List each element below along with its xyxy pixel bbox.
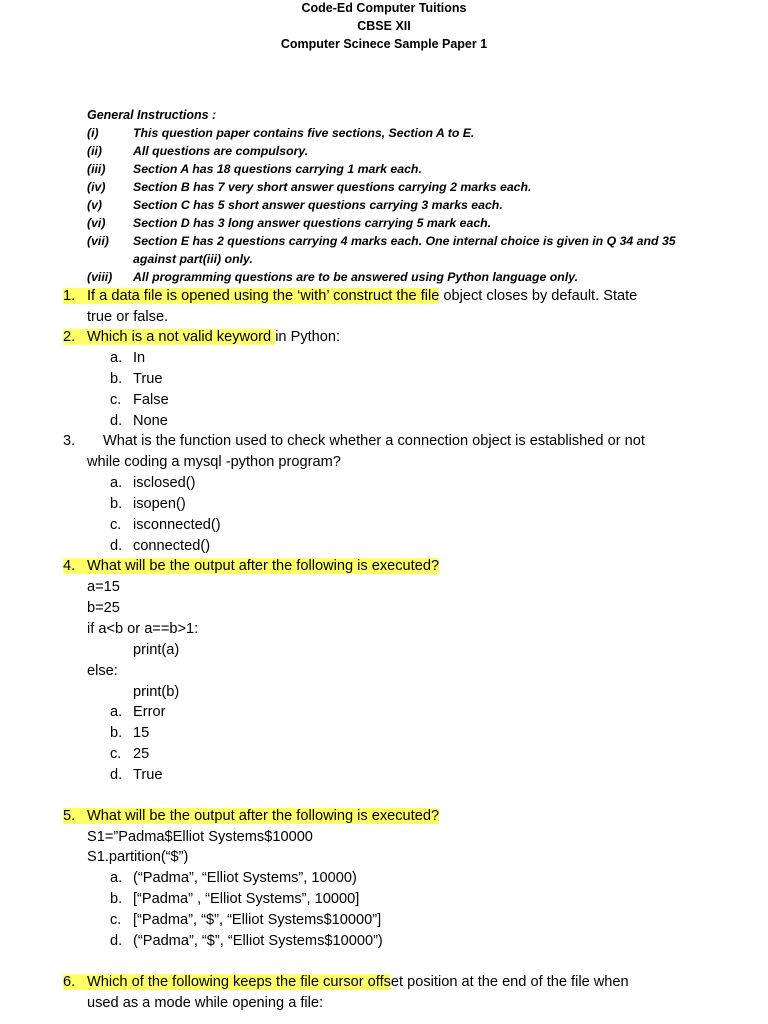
instruction-number: (viii) (87, 270, 113, 284)
option-text: 15 (133, 725, 150, 741)
question-number: 4. (63, 558, 76, 574)
option-d (110, 538, 210, 554)
option-text: [“Padma” , “Elliot Systems”, 10000] (133, 891, 360, 907)
option-d (110, 413, 168, 429)
option-letter: b. (110, 891, 123, 907)
question-highlight (63, 288, 439, 304)
question-4 (63, 558, 439, 574)
option-d (110, 933, 383, 949)
option-text: Error (133, 704, 166, 720)
instruction-number: (ii) (87, 144, 103, 158)
question-text-highlighted: Which is a not valid keyword (87, 329, 276, 345)
code-line: print(a) (133, 642, 180, 658)
option-b (110, 371, 162, 387)
option-c (110, 746, 149, 762)
option-c (110, 392, 169, 408)
instruction-number: (vii) (87, 234, 109, 248)
option-text: True (133, 767, 163, 783)
option-text: (“Padma”, “$”, “Elliot Systems$10000”) (133, 933, 383, 949)
option-text: connected() (133, 538, 211, 554)
question-1 (63, 288, 637, 304)
option-a (110, 870, 357, 886)
question-6-continuation: used as a mode while opening a file: (87, 995, 324, 1011)
instruction-item (87, 180, 531, 194)
option-b (110, 496, 186, 512)
option-text: 25 (133, 746, 150, 762)
instruction-text: Section A has 18 questions carrying 1 mark each. (133, 162, 422, 176)
option-text: True (133, 371, 163, 387)
question-highlight (63, 329, 275, 345)
question-text-highlighted: What will be the output after the following is executed? (87, 808, 440, 824)
instruction-text: This question paper contains five sections, Section A to E. (133, 126, 475, 140)
instruction-item (87, 198, 503, 212)
code-line: S1.partition(“$”) (87, 849, 189, 865)
option-text: [“Padma”, “$”, “Elliot Systems$10000”] (133, 912, 382, 928)
header-tuitions: Code-Ed Computer Tuitions (301, 1, 467, 15)
instruction-item (87, 144, 308, 158)
option-text: In (133, 350, 146, 366)
question-highlight (63, 974, 391, 990)
option-text: (“Padma”, “Elliot Systems”, 10000) (133, 870, 357, 886)
instruction-number: (iv) (87, 180, 106, 194)
option-letter: d. (110, 538, 123, 554)
option-a (110, 475, 195, 491)
question-number: 1. (63, 288, 76, 304)
option-b (110, 725, 149, 741)
code-line: b=25 (87, 600, 120, 616)
option-letter: d. (110, 933, 123, 949)
question-3 (63, 433, 645, 449)
option-text: isclosed() (133, 475, 196, 491)
question-highlight (63, 558, 439, 574)
option-letter: a. (110, 704, 123, 720)
code-line: if a<b or a==b>1: (87, 621, 199, 637)
question-text-highlighted: Which of the following keeps the file cursor offs (87, 974, 391, 990)
question-number: 6. (63, 974, 76, 990)
code-line: else: (87, 663, 118, 679)
instruction-number: (i) (87, 126, 99, 140)
instruction-text: All questions are compulsory. (133, 144, 309, 158)
question-highlight (63, 808, 439, 824)
code-line: S1=”Padma$Elliot Systems$10000 (87, 829, 313, 845)
instructions-title: General Instructions : (87, 108, 217, 122)
option-b (110, 891, 359, 907)
option-letter: d. (110, 413, 123, 429)
question-text-highlighted: If a data file is opened using the ‘with’ construct the file (87, 288, 440, 304)
instruction-item (87, 162, 422, 176)
question-text: in Python: (275, 329, 341, 345)
option-letter: a. (110, 870, 123, 886)
instruction-number: (vi) (87, 216, 106, 230)
instruction-item (87, 126, 474, 140)
option-a (110, 350, 145, 366)
question-1-continuation: true or false. (87, 309, 169, 325)
option-letter: b. (110, 371, 123, 387)
option-text: False (133, 392, 169, 408)
option-d (110, 767, 162, 783)
instruction-text: Section D has 3 long answer questions carrying 5 mark each. (133, 216, 492, 230)
option-letter: a. (110, 475, 123, 491)
instruction-text: Section C has 5 short answer questions carrying 3 marks each. (133, 198, 503, 212)
option-text: isconnected() (133, 517, 221, 533)
option-letter: d. (110, 767, 123, 783)
question-number: 3. (63, 433, 76, 449)
header-paper-title: Computer Scinece Sample Paper 1 (280, 37, 488, 51)
option-c (110, 517, 221, 533)
option-letter: c. (110, 517, 122, 533)
option-letter: c. (110, 746, 122, 762)
instruction-continuation: against part(iii) only. (133, 252, 253, 266)
instruction-item (87, 270, 578, 284)
option-c (110, 912, 381, 928)
code-line: print(b) (133, 684, 180, 700)
option-letter: c. (110, 912, 122, 928)
instruction-item (87, 216, 491, 230)
option-letter: c. (110, 392, 122, 408)
question-2 (63, 329, 340, 345)
option-letter: b. (110, 725, 123, 741)
question-text-highlighted: What will be the output after the following is executed? (87, 558, 440, 574)
instruction-number: (v) (87, 198, 103, 212)
instruction-item (87, 234, 676, 248)
code-line: a=15 (87, 579, 120, 595)
option-letter: b. (110, 496, 123, 512)
instruction-text: All programming questions are to be answered using Python language only. (133, 270, 579, 284)
instruction-text: Section B has 7 very short answer questions carrying 2 marks each. (133, 180, 532, 194)
instruction-text: Section E has 2 questions carrying 4 marks each. One internal choice is given in Q 34 and 35 (133, 234, 676, 248)
instruction-number: (iii) (87, 162, 106, 176)
question-3-continuation: while coding a mysql -python program? (87, 454, 341, 470)
question-number: 2. (63, 329, 76, 345)
question-text: What is the function used to check whether a connection object is established or not (103, 433, 645, 449)
question-text: et position at the end of the file when (390, 974, 629, 990)
question-6 (63, 974, 629, 990)
question-5 (63, 808, 439, 824)
question-number: 5. (63, 808, 76, 824)
header-class: CBSE XII (357, 19, 411, 33)
question-text: object closes by default. State (439, 288, 638, 304)
option-letter: a. (110, 350, 123, 366)
option-text: None (133, 413, 168, 429)
option-a (110, 704, 165, 720)
option-text: isopen() (133, 496, 186, 512)
